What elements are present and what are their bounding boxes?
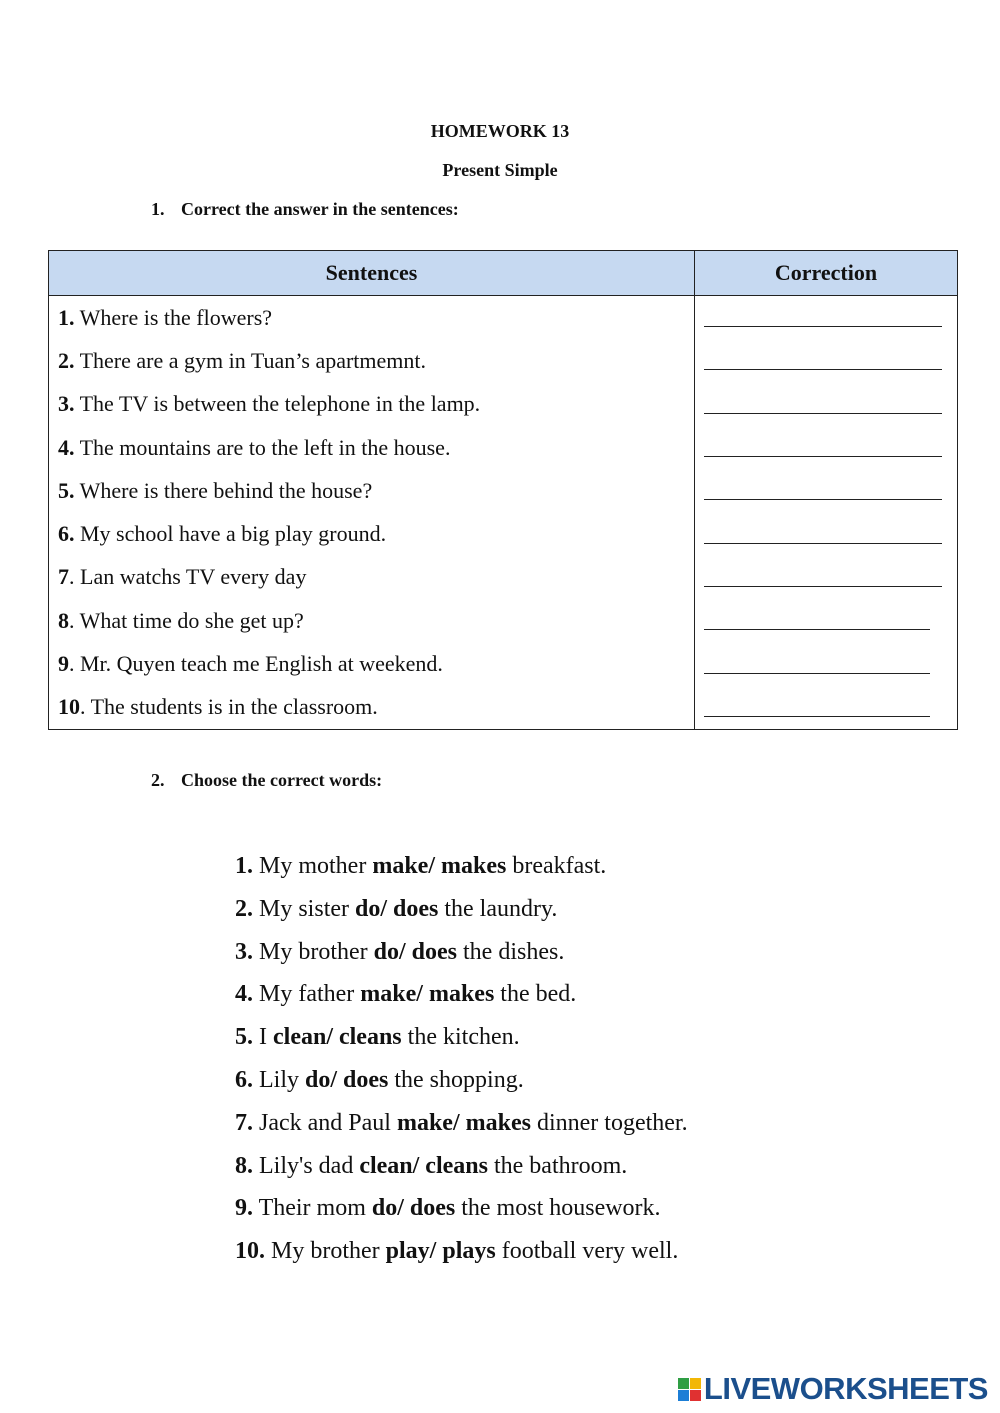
item-text-before: Lily bbox=[253, 1066, 305, 1093]
item-number: 7. bbox=[235, 1109, 253, 1136]
logo-square-yellow bbox=[690, 1378, 701, 1389]
sentence-number: 4. bbox=[58, 434, 75, 460]
page-title: HOMEWORK 13 bbox=[430, 121, 570, 141]
answer-blank[interactable] bbox=[704, 456, 942, 457]
item-number: 5. bbox=[235, 1024, 253, 1051]
item-number: 1. bbox=[235, 853, 253, 879]
item-text-after: the most housework. bbox=[455, 1195, 661, 1222]
table-row bbox=[49, 686, 958, 730]
list-item bbox=[235, 931, 688, 974]
correction-table bbox=[48, 250, 958, 730]
sentence-number: 5. bbox=[58, 477, 75, 503]
sentence-number: 6. bbox=[58, 521, 75, 547]
answer-blank[interactable] bbox=[704, 543, 942, 544]
table-row bbox=[49, 556, 958, 599]
sentence-text: There are a gym in Tuan’s apartmemnt. bbox=[74, 347, 427, 373]
item-text-after: the bathroom. bbox=[487, 1152, 628, 1179]
sentence-cell bbox=[49, 686, 695, 730]
sentence-cell bbox=[49, 383, 695, 426]
table-row bbox=[49, 426, 958, 469]
sentence-text: . Mr. Quyen teach me English at weekend. bbox=[69, 651, 443, 677]
list-item bbox=[235, 1102, 688, 1145]
table-row bbox=[49, 512, 958, 555]
word-choice[interactable]: clean/ cleans bbox=[359, 1152, 488, 1179]
item-text-before: My brother bbox=[265, 1238, 386, 1265]
sentence-text: Where is the flowers? bbox=[74, 304, 273, 330]
logo-square-blue bbox=[678, 1390, 689, 1401]
list-item bbox=[235, 973, 688, 1016]
page-subtitle: Present Simple bbox=[442, 160, 558, 180]
correction-cell[interactable] bbox=[695, 686, 958, 730]
sentence-number: 8 bbox=[58, 607, 69, 633]
correction-cell[interactable] bbox=[695, 512, 958, 555]
correction-cell[interactable] bbox=[695, 426, 958, 469]
item-text-after: the kitchen. bbox=[401, 1024, 520, 1051]
item-number: 10. bbox=[235, 1238, 265, 1265]
sentence-cell bbox=[49, 469, 695, 512]
item-text-after: the shopping. bbox=[388, 1066, 524, 1093]
item-number: 8. bbox=[235, 1152, 253, 1179]
section-number: 2. bbox=[151, 770, 165, 790]
list-item bbox=[235, 1145, 688, 1188]
table-row bbox=[49, 296, 958, 340]
item-number: 9. bbox=[235, 1195, 253, 1222]
answer-blank[interactable] bbox=[704, 586, 942, 587]
sentence-text: Where is there behind the house? bbox=[74, 477, 373, 503]
answer-blank[interactable] bbox=[704, 499, 942, 500]
item-text-before: I bbox=[253, 1024, 273, 1051]
correction-cell[interactable] bbox=[695, 296, 958, 340]
sentence-text: The mountains are to the left in the house. bbox=[74, 434, 451, 460]
correction-cell[interactable] bbox=[695, 469, 958, 512]
word-choice[interactable]: clean/ cleans bbox=[273, 1024, 402, 1051]
item-text-before: Jack and Paul bbox=[253, 1109, 397, 1136]
word-choice[interactable]: make/ makes bbox=[396, 1109, 531, 1136]
correction-cell[interactable] bbox=[695, 339, 958, 382]
sentence-number: 1. bbox=[58, 304, 75, 330]
item-text-before: Their mom bbox=[253, 1195, 372, 1222]
item-text-after: dinner together. bbox=[530, 1109, 688, 1136]
table-row bbox=[49, 383, 958, 426]
item-text-before: My sister bbox=[253, 895, 355, 922]
logo-text: LIVEWORKSHEETS bbox=[703, 1371, 988, 1406]
sentence-cell bbox=[49, 296, 695, 340]
correction-cell[interactable] bbox=[695, 383, 958, 426]
table-row bbox=[49, 339, 958, 382]
liveworksheets-logo bbox=[678, 1371, 988, 1407]
answer-blank[interactable] bbox=[704, 413, 942, 414]
section-number: 1. bbox=[151, 199, 165, 219]
word-choice[interactable]: do/ does bbox=[373, 938, 458, 965]
sentence-cell bbox=[49, 426, 695, 469]
sentence-number: 3. bbox=[58, 391, 75, 417]
item-text-after: the dishes. bbox=[457, 938, 565, 965]
word-choice[interactable]: play/ plays bbox=[385, 1238, 496, 1265]
answer-blank[interactable] bbox=[704, 716, 930, 717]
correction-cell[interactable] bbox=[695, 642, 958, 685]
word-choice[interactable]: make/ makes bbox=[372, 853, 507, 879]
sentence-text: . What time do she get up? bbox=[69, 607, 304, 633]
table-row bbox=[49, 469, 958, 512]
word-choice[interactable]: do/ does bbox=[371, 1195, 456, 1222]
item-number: 6. bbox=[235, 1066, 253, 1093]
item-number: 2. bbox=[235, 895, 253, 922]
word-choice[interactable]: make/ makes bbox=[360, 981, 495, 1008]
table-row bbox=[49, 599, 958, 642]
item-text-after: the bed. bbox=[494, 981, 577, 1008]
section-1-heading bbox=[151, 199, 459, 220]
sentence-text: . Lan watchs TV every day bbox=[69, 564, 307, 590]
table-row bbox=[49, 642, 958, 685]
sentence-number: 9 bbox=[58, 651, 69, 677]
item-text-before: My father bbox=[253, 981, 361, 1008]
item-text-after: football very well. bbox=[495, 1238, 679, 1265]
sentence-cell bbox=[49, 599, 695, 642]
list-item bbox=[235, 845, 688, 888]
word-choice[interactable]: do/ does bbox=[305, 1066, 389, 1093]
item-text-before: Lily's dad bbox=[253, 1152, 360, 1179]
sentence-number: 7 bbox=[58, 564, 69, 590]
answer-blank[interactable] bbox=[704, 629, 930, 630]
correction-cell[interactable] bbox=[695, 599, 958, 642]
sentence-text: My school have a big play ground. bbox=[74, 521, 387, 547]
sentence-cell bbox=[49, 642, 695, 685]
list-item bbox=[235, 1230, 688, 1273]
correction-cell[interactable] bbox=[695, 556, 958, 599]
item-text-before: My brother bbox=[253, 938, 374, 965]
sentence-number: 10 bbox=[58, 694, 80, 720]
sentence-cell bbox=[49, 339, 695, 382]
section-heading-text: Correct the answer in the sentences: bbox=[181, 199, 459, 219]
list-item bbox=[235, 1016, 688, 1059]
logo-square-green bbox=[678, 1378, 689, 1389]
item-number: 4. bbox=[235, 981, 253, 1008]
logo-mark-icon bbox=[678, 1378, 701, 1401]
section-heading-text: Choose the correct words: bbox=[181, 770, 383, 790]
list-item bbox=[235, 1059, 688, 1102]
column-header-sentences: Sentences bbox=[49, 251, 695, 296]
word-choice[interactable]: do/ does bbox=[355, 895, 439, 922]
sentence-text: . The students is in the classroom. bbox=[80, 694, 378, 720]
list-item bbox=[235, 1187, 688, 1230]
logo-square-red bbox=[690, 1390, 701, 1401]
sentence-cell bbox=[49, 512, 695, 555]
item-text-before: My mother bbox=[253, 853, 373, 879]
list-item bbox=[235, 888, 688, 931]
section-2-heading bbox=[151, 770, 382, 791]
answer-blank[interactable] bbox=[704, 369, 942, 370]
sentence-text: The TV is between the telephone in the lamp. bbox=[74, 391, 481, 417]
choose-words-list bbox=[235, 845, 688, 1273]
answer-blank[interactable] bbox=[704, 673, 930, 674]
answer-blank[interactable] bbox=[704, 326, 942, 327]
column-header-correction: Correction bbox=[695, 251, 958, 296]
item-number: 3. bbox=[235, 938, 253, 965]
sentence-number: 2. bbox=[58, 347, 75, 373]
item-text-after: the laundry. bbox=[438, 895, 558, 922]
item-text-after: breakfast. bbox=[506, 853, 607, 879]
sentence-cell bbox=[49, 556, 695, 599]
